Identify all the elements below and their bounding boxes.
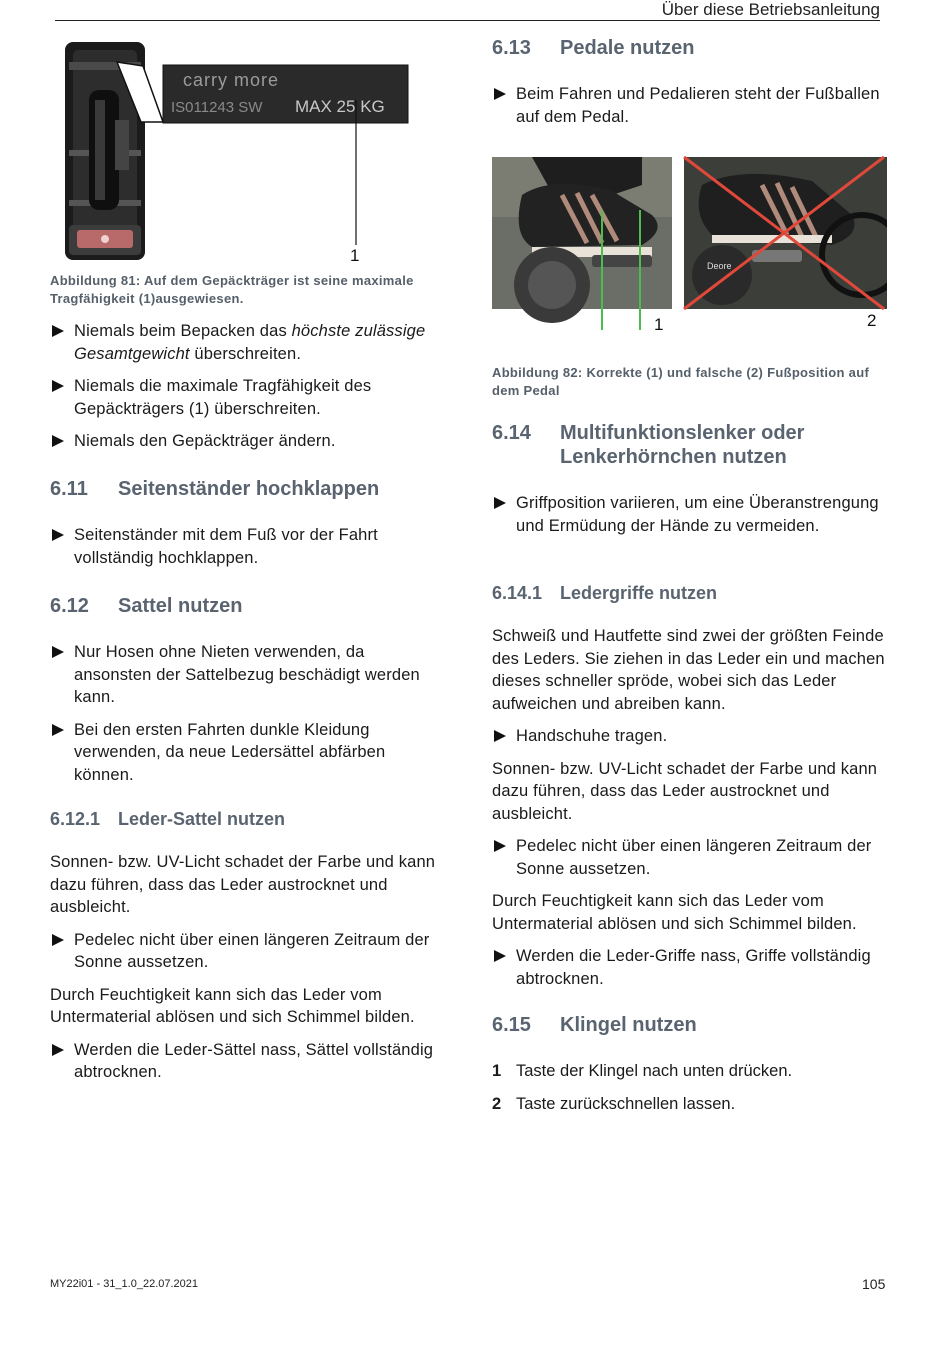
plate-serial-text: IS011243 SW [171, 99, 263, 116]
bullet-no-rivets: Nur Hosen ohne Nieten verwenden, da ansonsten der Sattelbezug beschädigt werden kann. [50, 641, 445, 709]
paragraph-sweat-oils: Schweiß und Hautfette sind zwei der größten Feinde des Leders. Sie ziehen in das Leder ein und machen dieses schneller spröde, wobei sich das Leder aufweichen und abreiben kann. [492, 627, 885, 713]
section-heading-6-11: 6.11 Seitenständer hochklappen [50, 478, 380, 500]
figure-81-caption: Abbildung 81: Auf dem Gepäckträger ist seine maximale Tragfähigkeit (1)ausgewiesen. [50, 273, 414, 306]
bullet-arrow-icon [494, 88, 506, 100]
bullet-dark-clothing: Bei den ersten Fahrten dunkle Kleidung verwenden, da neue Ledersättel abfärben können. [50, 719, 445, 787]
bullet-no-rack-modification: Niemals den Gepäckträger ändern. [50, 430, 445, 453]
paragraph-moisture: Durch Feuchtigkeit kann sich das Leder vom Untermaterial ablösen und sich Schimmel bilden. [50, 985, 415, 1026]
figure-82-callout-1: 1 [654, 315, 664, 334]
bullet-arrow-icon [52, 1044, 64, 1056]
carry-more-logo-text: carry more [183, 70, 280, 90]
paragraph-moisture-grips: Durch Feuchtigkeit kann sich das Leder vom Untermaterial ablösen und sich Schimmel bilden. [492, 892, 857, 933]
running-header: Über diese Betriebsanleitung [661, 0, 880, 19]
section-heading-6-14: 6.14 Multifunktionslenker oder Lenkerhörnchen nutzen [492, 422, 805, 468]
section-heading-6-14-1: 6.14.1 Ledergriffe nutzen [492, 583, 718, 603]
section-heading-6-12-1: 6.12.1 Leder-Sattel nutzen [50, 809, 286, 829]
figure-81-callout-1: 1 [350, 246, 360, 265]
bullet-ball-of-foot: Beim Fahren und Pedalieren steht der Fußballen auf dem Pedal. [492, 83, 887, 128]
plate-max-load-text: MAX 25 KG [295, 97, 385, 116]
figure-82-callout-2: 2 [867, 311, 877, 330]
footer-document-id: MY22i01 - 31_1.0_22.07.2021 [50, 1278, 199, 1290]
header-rule [55, 20, 880, 21]
deore-brand-text: Deore [707, 261, 732, 271]
bullet-arrow-icon [494, 497, 506, 509]
section-heading-6-12: 6.12 Sattel nutzen [50, 595, 243, 617]
step-1: 1 Taste der Klingel nach unten drücken. [492, 1062, 793, 1080]
paragraph-uv-light-grips: Sonnen- bzw. UV-Licht schadet der Farbe und kann dazu führen, dass das Leder austrocknet und ausbleicht. [492, 759, 878, 823]
bullet-arrow-icon [52, 325, 64, 337]
bullet-max-rack-load: Niemals die maximale Tragfähigkeit des Gepäckträgers (1) überschreiten. [50, 375, 445, 420]
bullet-arrow-icon [52, 724, 64, 736]
paragraph-uv-light: Sonnen- bzw. UV-Licht schadet der Farbe und kann dazu führen, dass das Leder austrocknet und ausbleicht. [50, 853, 436, 916]
figure-82-pedal-position-image [492, 155, 887, 340]
bullet-dry-saddle: Werden die Leder-Sättel nass, Sättel vollständig abtrocknen. [50, 1039, 445, 1084]
bullet-arrow-icon [52, 529, 64, 541]
page-number: 105 [862, 1276, 886, 1292]
bullet-arrow-icon [494, 950, 506, 962]
bullet-vary-grip: Griffposition variieren, um eine Überanstrengung und Ermüdung der Hände zu vermeiden. [492, 492, 887, 537]
figure-82-caption: Abbildung 82: Korrekte (1) und falsche (2) Fußposition auf dem Pedal [492, 365, 870, 398]
bullet-arrow-icon [52, 646, 64, 658]
bullet-arrow-icon [52, 435, 64, 447]
step-2: 2 Taste zurückschnellen lassen. [492, 1094, 736, 1113]
bullet-max-total-weight: Niemals beim Bepacken das höchste zulässige Gesamtgewicht überschreiten. [50, 320, 445, 365]
section-heading-6-13: 6.13 Pedale nutzen [492, 37, 695, 59]
bullet-arrow-icon [494, 840, 506, 852]
bullet-arrow-icon [52, 934, 64, 946]
bullet-avoid-sun: Pedelec nicht über einen längeren Zeitraum der Sonne aussetzen. [50, 929, 445, 974]
bullet-kickstand: Seitenständer mit dem Fuß vor der Fahrt vollständig hochklappen. [50, 524, 445, 569]
bullet-wear-gloves: Handschuhe tragen. [492, 725, 887, 748]
section-heading-6-15: 6.15 Klingel nutzen [492, 1014, 697, 1036]
bullet-dry-grips: Werden die Leder-Griffe nass, Griffe vollständig abtrocknen. [492, 945, 887, 990]
figure-81-luggage-rack-image [55, 40, 415, 270]
bullet-arrow-icon [52, 380, 64, 392]
bullet-avoid-sun-grips: Pedelec nicht über einen längeren Zeitraum der Sonne aussetzen. [492, 835, 887, 880]
bullet-arrow-icon [494, 730, 506, 742]
